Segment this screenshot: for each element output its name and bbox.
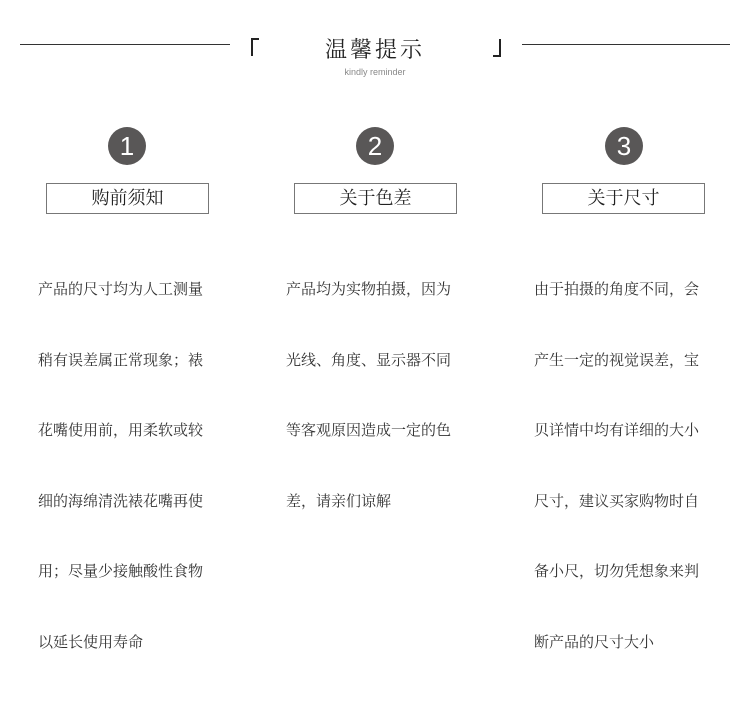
tip-line: 产品的尺寸均为人工测量	[38, 280, 204, 298]
tip-heading: 购前须知	[46, 183, 209, 214]
tip-line: 以延长使用寿命	[38, 632, 144, 651]
tip-line: 用；尽量少接触酸性食物	[38, 562, 204, 580]
tip-line: 差，请亲们谅解	[286, 491, 392, 510]
tip-line: 光线、角度、显示器不同	[286, 350, 452, 369]
tip-body	[534, 231, 699, 701]
open-bracket	[251, 38, 259, 56]
header-line-left	[20, 44, 230, 45]
number-badge: 2	[356, 127, 394, 165]
page-subtitle: kindly reminder	[344, 67, 406, 77]
tip-heading: 关于色差	[294, 183, 457, 214]
tip-line: 备小尺，切勿凭想象来判	[534, 562, 700, 580]
tip-line: 产生一定的视觉误差，宝	[534, 350, 700, 369]
tip-line: 稍有误差属正常现象；裱	[38, 350, 204, 369]
tip-line: 尺寸，建议买家购物时自	[534, 491, 700, 510]
tip-heading: 关于尺寸	[542, 183, 705, 214]
tip-body	[286, 231, 451, 560]
tip-line: 花嘴使用前，用柔软或较	[38, 421, 204, 439]
close-bracket	[493, 39, 501, 57]
tip-body	[38, 231, 203, 701]
tip-line: 细的海绵清洗裱花嘴再使	[38, 491, 204, 510]
tip-line: 贝详情中均有详细的大小	[534, 421, 700, 439]
number-badge: 1	[108, 127, 146, 165]
page-title: 温馨提示	[324, 38, 425, 63]
tip-line: 等客观原因造成一定的色	[286, 421, 452, 439]
header-line-right	[522, 44, 730, 45]
tip-line: 由于拍摄的角度不同，会	[534, 280, 700, 298]
tip-line: 断产品的尺寸大小	[534, 632, 655, 651]
number-badge: 3	[605, 127, 643, 165]
tip-line: 产品均为实物拍摄，因为	[286, 280, 452, 298]
